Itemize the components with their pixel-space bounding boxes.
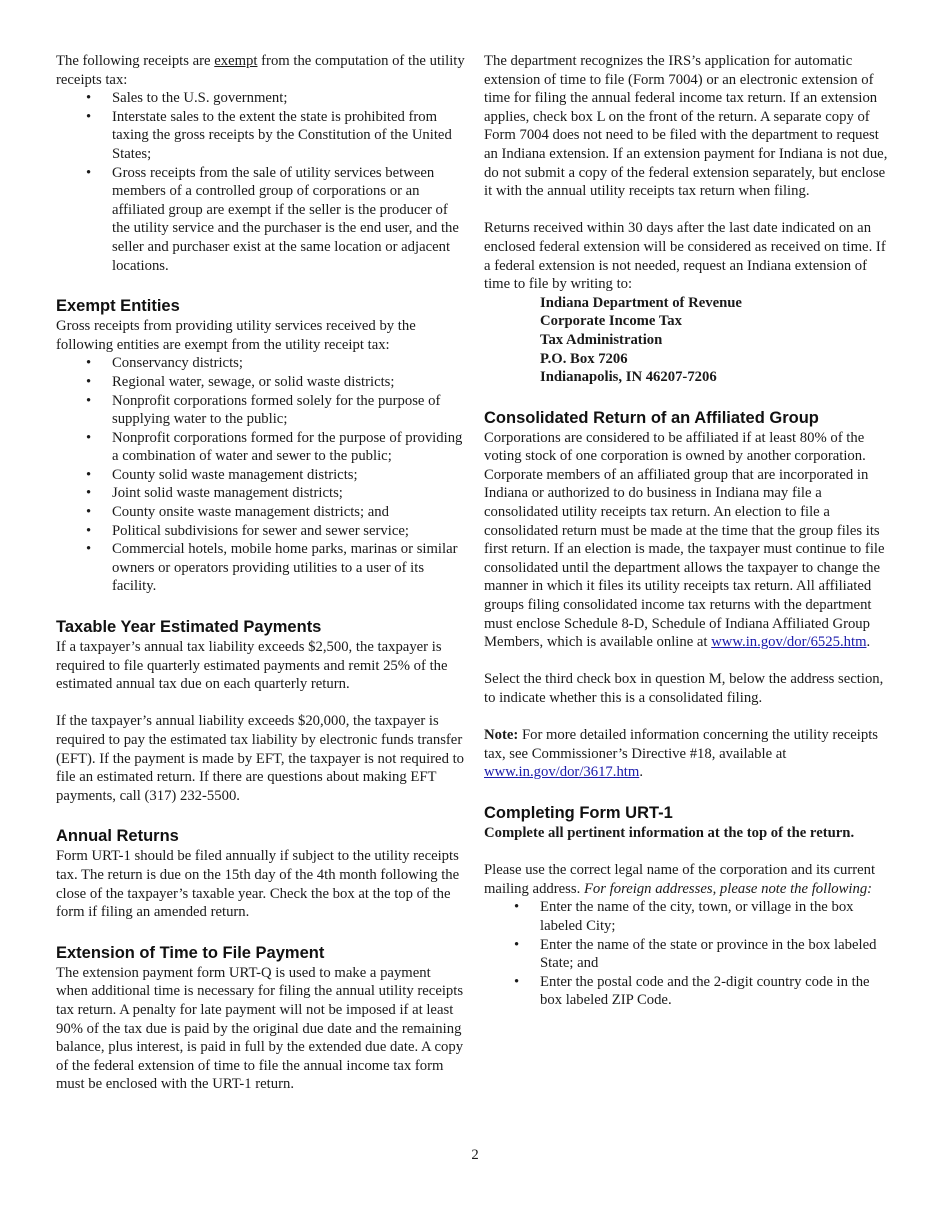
- foreign-address-note: For foreign addresses, please note the following:: [583, 880, 873, 897]
- irs-extension-paragraph: The department recognizes the IRS’s application for automatic extension of time to file (Form 7004) or an electronic extension of time for filing the annual federal income tax return. If an extension applies, check box L on the front of the return. A separate copy of Form 7004 does not need to be filed with the department to request an Indiana extension. If an extension payment for Indiana is not due, do not submit a copy of the federal extension separately, but enclose it with the annual utility receipts tax return when filing.: [484, 53, 888, 200]
- intro-text-end: from the computation of the utility receipts tax:: [56, 53, 465, 88]
- period: .: [866, 634, 871, 651]
- left-column: [56, 52, 466, 1094]
- note-text: For more detailed information concerning the utility receipts tax, see Commissioner’s Directive #18, available at: [484, 727, 879, 762]
- section-heading-exempt-entities: Exempt Entities: [56, 297, 180, 316]
- eft-paragraph: If the taxpayer’s annual liability exceeds $20,000, the taxpayer is required to pay the estimated tax liability by electronic funds transfer (EFT). If the payment is made by EFT, the taxpayer is not required to file an estimated return. If there are questions about making EFT payments, call (317) 232-5500.: [56, 713, 465, 804]
- list-item: • Nonprofit corporations formed solely for the purpose of supplying water to the public;: [56, 392, 466, 429]
- list-item: • Sales to the U.S. government;: [56, 89, 466, 108]
- schedule-8d-link[interactable]: www.in.gov/dor/6525.htm: [711, 634, 867, 651]
- consolidated-paragraph: [484, 429, 894, 652]
- list-item: • Interstate sales to the extent the state is prohibited from taxing the gross receipts by the Constitution of the United States;: [56, 108, 466, 164]
- legal-name-text: Please use the correct legal name of the corporation and its current mailing address.: [484, 862, 876, 897]
- section-heading-completing: Completing Form URT-1: [484, 803, 673, 822]
- intro-text: The following receipts are: [56, 53, 215, 69]
- section-heading-consolidated: Consolidated Return of an Affiliated Group: [484, 408, 819, 427]
- list-item: • Political subdivisions for sewer and sewer service;: [56, 522, 466, 541]
- address-line: Indianapolis, IN 46207-7206: [540, 369, 717, 386]
- annual-returns-paragraph: Form URT-1 should be filed annually if subject to the utility receipts tax. The return is due on the 15th day of the 4th month following the close of the taxpayer’s taxable year. Check the box at the top of the form if filing an amended return.: [56, 848, 460, 921]
- address-line: Tax Administration: [540, 331, 663, 348]
- section-heading-extension: Extension of Time to File Payment: [56, 943, 325, 962]
- list-item: • Commercial hotels, mobile home parks, marinas or similar owners or operators providing utilities to a user of its facility.: [56, 540, 466, 596]
- exempt-receipts-list: [56, 89, 466, 275]
- consolidated-text: Corporations are considered to be affiliated if at least 80% of the voting stock of one corporation is owned by another corporation. Corporate members of an affiliated group that are incorporated in Indiana or authorized to do business in Indiana may file a consolidated utility receipts tax return. An election to file a consolidated return must be made at the time that the group files its first return. If an election is made, the taxpayer must continue to file consolidated until the department allows the taxpayer to change the manner in which it files its utility receipts tax return. All affiliated groups filing consolidated income tax returns with the department must enclose Schedule 8-D, Schedule of Indiana Affiliated Group Members, which is available online at: [484, 429, 885, 651]
- foreign-address-list: [484, 898, 894, 1010]
- section-heading-estimated-payments: Taxable Year Estimated Payments: [56, 618, 322, 637]
- note-label: Note:: [484, 727, 519, 744]
- list-item: • Enter the postal code and the 2-digit country code in the box labeled ZIP Code.: [484, 973, 894, 1010]
- list-item: • Joint solid waste management districts;: [56, 484, 466, 503]
- exempt-entities-intro: Gross receipts from providing utility services received by the following entities are exempt from the utility receipt tax:: [56, 318, 416, 353]
- address-line: P.O. Box 7206: [540, 350, 628, 367]
- right-column: [484, 52, 894, 1010]
- exempt-word: exempt: [214, 53, 258, 69]
- list-item: • Conservancy districts;: [56, 354, 466, 373]
- exempt-entities-list: [56, 354, 466, 596]
- address-line: Indiana Department of Revenue: [540, 294, 742, 311]
- directive-link[interactable]: www.in.gov/dor/3617.htm: [484, 764, 640, 781]
- list-item: • County solid waste management districts;: [56, 466, 466, 485]
- legal-name-paragraph: [484, 861, 894, 898]
- period: .: [639, 764, 643, 781]
- mailing-address: [484, 294, 894, 387]
- list-item: • Gross receipts from the sale of utility services between members of a controlled group of corporations or an affiliated group are exempt if the seller is the producer of the utility service and the purchaser is the end user, and the seller and purchaser exist at the same location or adjacent locations.: [56, 164, 466, 276]
- list-item: • County onsite waste management districts; and: [56, 503, 466, 522]
- completing-subheading: [484, 824, 894, 843]
- page-number: 2: [471, 1147, 479, 1163]
- extension-paragraph: The extension payment form URT-Q is used to make a payment when additional time is necessary for filing the annual utility receipts tax return. A penalty for late payment will not be imposed if at least 90% of the tax due is paid by the original due date and the remaining balance, plus interest, is paid in full by the extended due date. A copy of the federal extension of time to file the annual income tax form must be enclosed with the URT-1 return.: [56, 964, 464, 1093]
- estimated-payments-paragraph: If a taxpayer’s annual tax liability exceeds $2,500, the taxpayer is required to file quarterly estimated payments and remit 25% of the estimated annual tax due on each quarterly return.: [56, 639, 448, 693]
- list-item: • Enter the name of the city, town, or village in the box labeled City;: [484, 898, 894, 935]
- list-item: • Nonprofit corporations formed for the purpose of providing a combination of water and sewer to the public;: [56, 429, 466, 466]
- exempt-receipts-intro: [56, 52, 466, 89]
- check-box-paragraph: Select the third check box in question M, below the address section, to indicate whether this is a consolidated filing.: [484, 671, 884, 706]
- address-line: Corporate Income Tax: [540, 313, 682, 330]
- section-heading-annual-returns: Annual Returns: [56, 827, 179, 846]
- list-item: • Enter the name of the state or province in the box labeled State; and: [484, 936, 894, 973]
- note-paragraph: [484, 726, 894, 782]
- subheading-text: Complete all pertinent information at the top of the return.: [484, 824, 855, 841]
- list-item: • Regional water, sewage, or solid waste districts;: [56, 373, 466, 392]
- returns-received-paragraph: Returns received within 30 days after the last date indicated on an enclosed federal extension will be considered as received on time. If a federal extension is not needed, request an Indiana extension of time to file by writing to:: [484, 220, 886, 293]
